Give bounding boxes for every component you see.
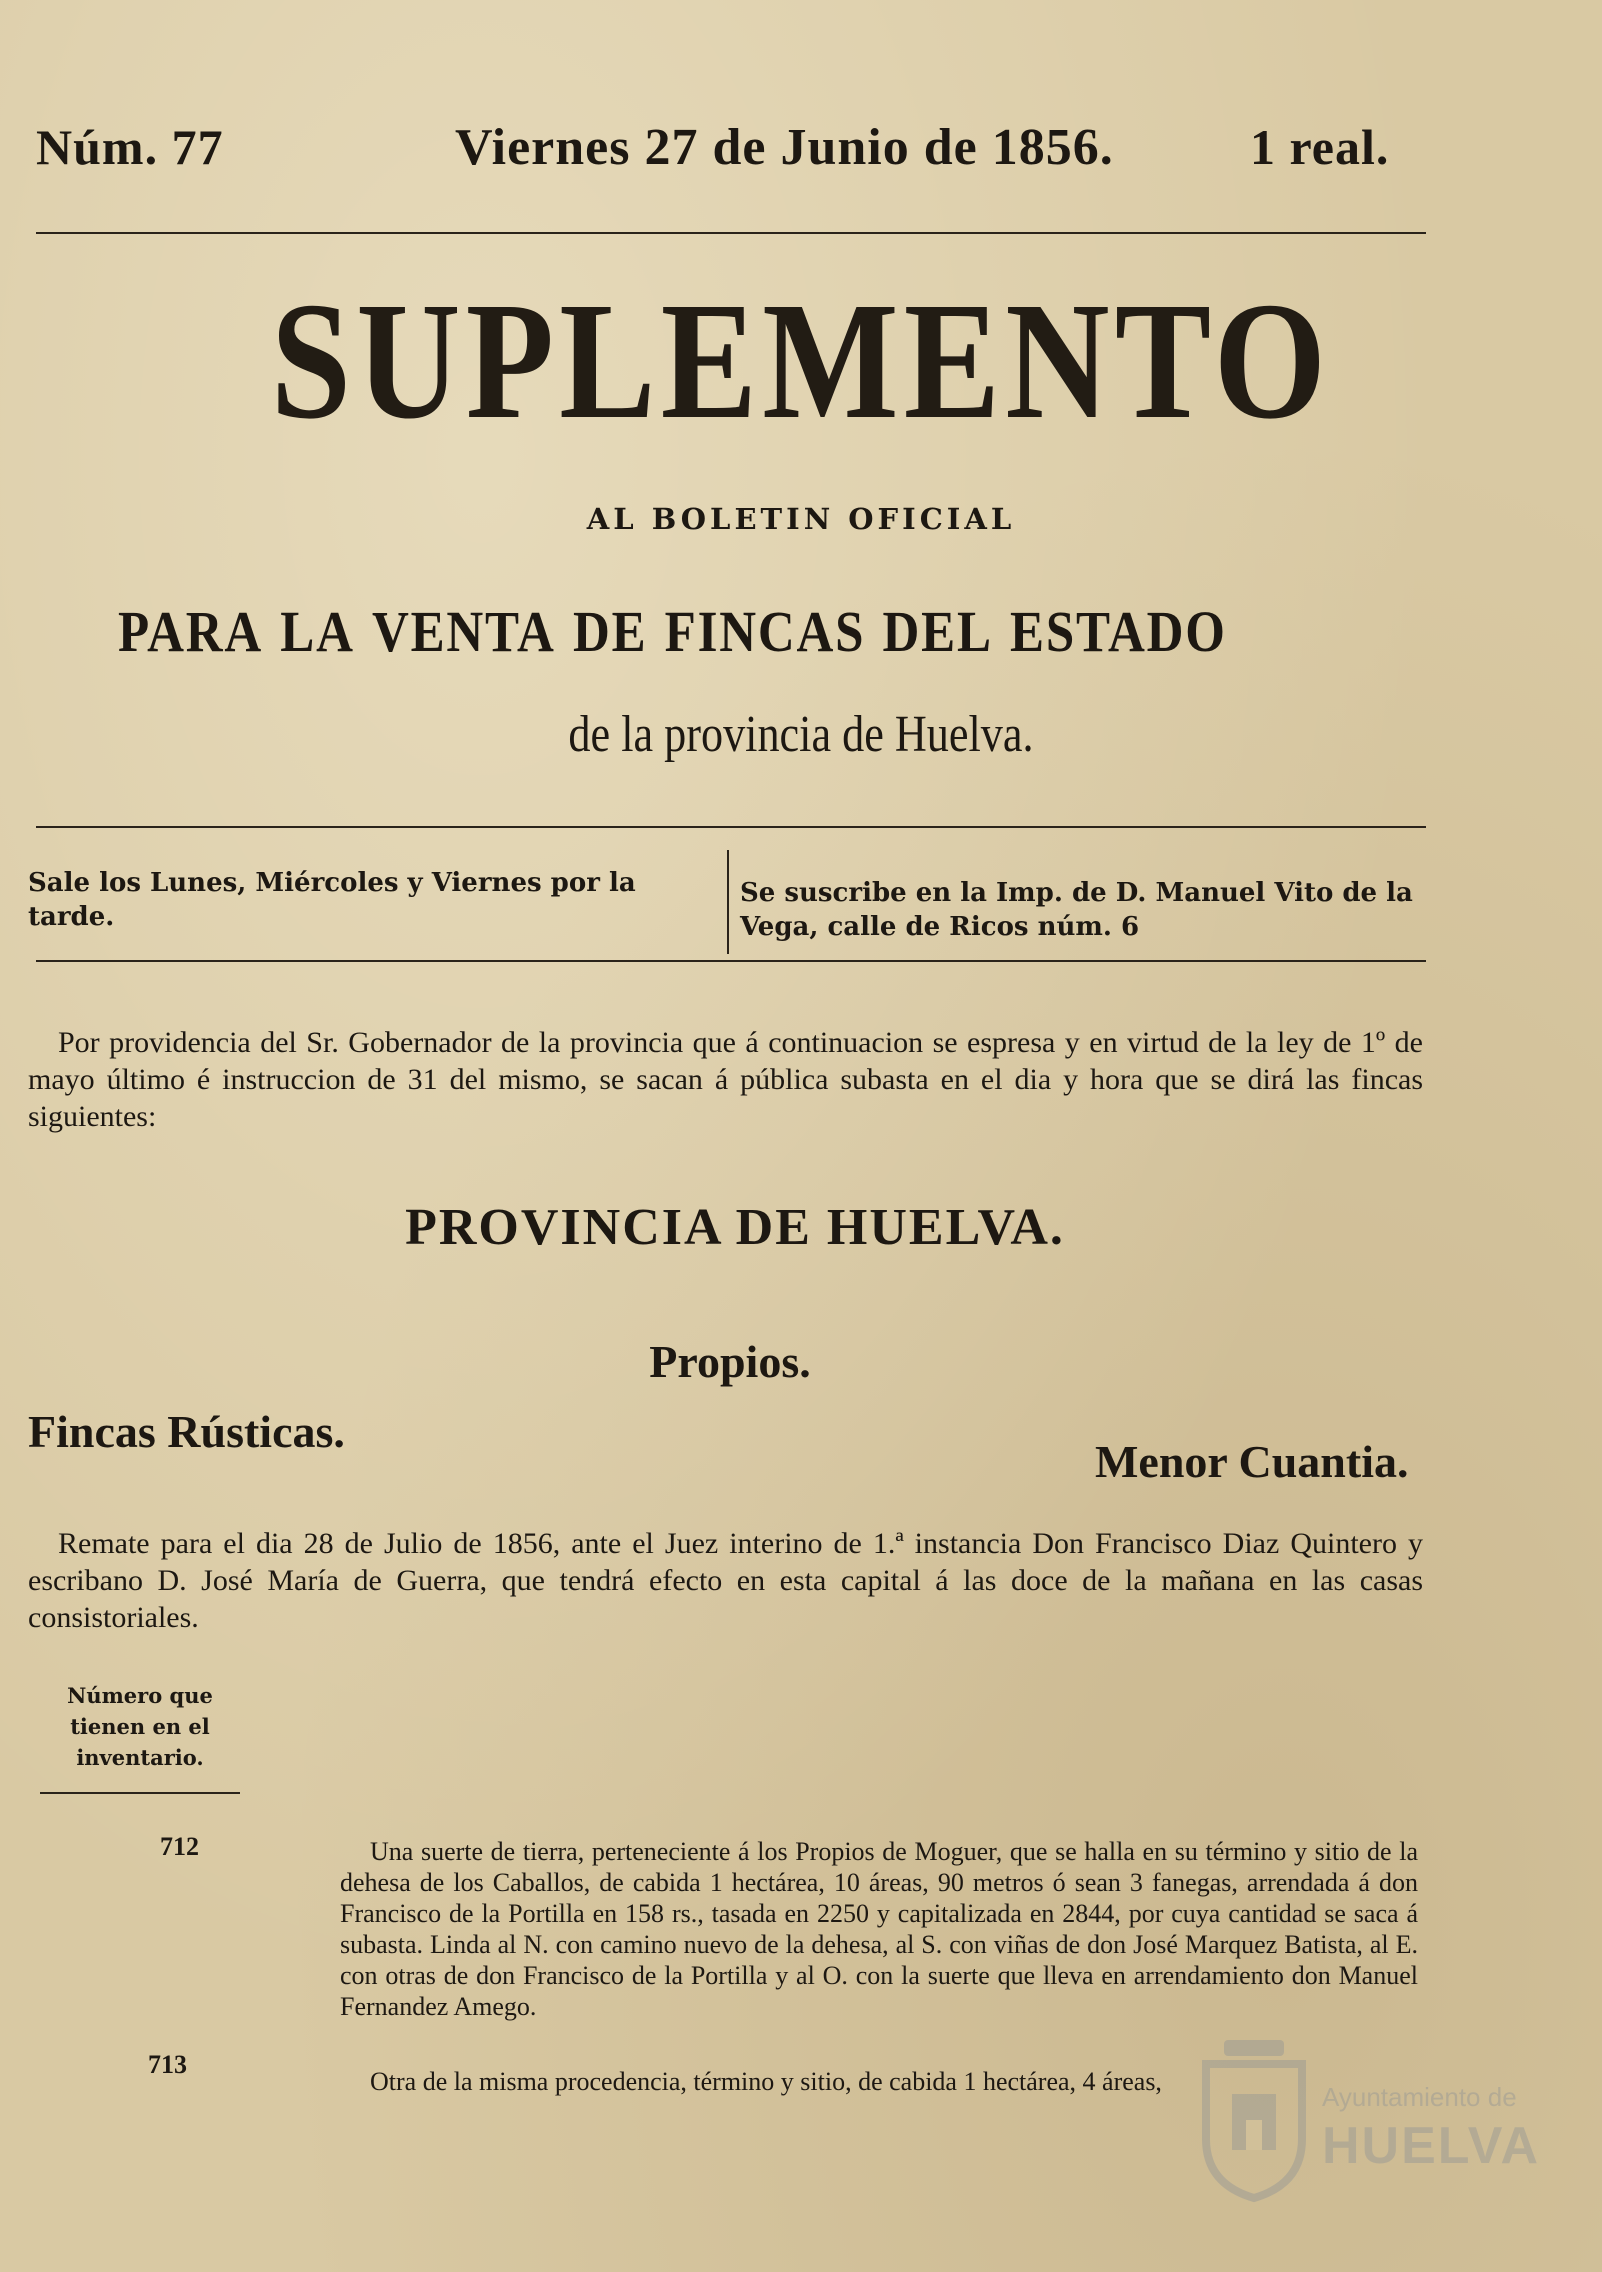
subscription-info: Se suscribe en la Imp. de D. Manuel Vito de la Vega, calle de Ricos núm. 6 — [740, 878, 1413, 942]
purpose-word: ESTADO — [1010, 599, 1227, 664]
cuantia-heading: Menor Cuantia. — [1095, 1436, 1409, 1487]
inventory-column-header: Número que tienen en el inventario. — [67, 1683, 213, 1770]
purpose-word: LA — [280, 599, 355, 664]
property-description: Una suerte de tierra, perteneciente á los Propios de Moguer, que se halla en su término y sitio de la dehesa de los Caballos, de cabida 1 hectárea, 10 áreas, 90 metros ó sean 3 fanegas, arrendada á don Francisco de la Portilla en 158 rs., tasada en 2250 y capitalizada en 2844, por cuya cantidad se saca á subasta. Linda al N. con camino nuevo de la dehesa, al S. con viñas de don José Marquez Batista, al E. con otras de don Francisco de la Portilla y al O. con la suerte que lleva en arrendamiento don Manuel Fernandez Amego. — [340, 1837, 1418, 2021]
purpose-word: FINCAS — [664, 599, 866, 664]
publication-schedule: Sale los Lunes, Miércoles y Viernes por la tarde. — [28, 868, 636, 932]
propios-heading: Propios. — [649, 1336, 811, 1387]
purpose-word: VENTA — [372, 599, 556, 664]
remate-paragraph: Remate para el dia 28 de Julio de 1856, ante el Juez interino de 1.ª instancia Don Francisco Diaz Quintero y escribano D. José María de Guerra, que tendrá efecto en esta capital á las doce de la mañana en las casas consistoriales. — [28, 1527, 1423, 1634]
watermark-line1: Ayuntamiento de — [1322, 2082, 1517, 2112]
masthead-purpose — [118, 598, 1227, 665]
info-rule-top — [36, 826, 1426, 828]
header-rule — [36, 232, 1426, 234]
column-header-rule — [40, 1792, 240, 1794]
purpose-word: DE — [572, 599, 648, 664]
ayuntamiento-watermark — [1194, 2024, 1541, 2214]
info-divider — [727, 850, 729, 954]
masthead-title: SUPLEMENTO — [270, 268, 1332, 454]
province-heading: PROVINCIA DE HUELVA. — [405, 1199, 1065, 1256]
issue-price: 1 real. — [1250, 119, 1390, 175]
masthead-province: de la provincia de Huelva. — [568, 706, 1034, 763]
property-description: Otra de la misma procedencia, término y sitio, de cabida 1 hectárea, 4 áreas, — [370, 2067, 1162, 2096]
coat-of-arms-icon — [1194, 2034, 1314, 2204]
inventory-number: 713 — [148, 2050, 187, 2079]
purpose-word: PARA — [118, 599, 264, 664]
masthead-subtitle: AL BOLETIN OFICIAL — [586, 502, 1016, 536]
watermark-line2: HUELVA — [1322, 2117, 1541, 2175]
issue-date: Viernes 27 de Junio de 1856. — [455, 119, 1114, 176]
intro-paragraph: Por providencia del Sr. Gobernador de la provincia que á continuacion se espresa y en virtud de la ley de 1º de mayo último é instruccion de 31 del mismo, se sacan á pública subasta en el dia y hora que se dirá las fincas siguientes: — [28, 1026, 1423, 1133]
fincas-heading: Fincas Rústicas. — [28, 1406, 345, 1457]
issue-number: Núm. 77 — [36, 119, 224, 175]
inventory-number: 712 — [160, 1832, 199, 1861]
info-rule-bottom — [36, 960, 1426, 962]
purpose-word: DEL — [882, 599, 993, 664]
